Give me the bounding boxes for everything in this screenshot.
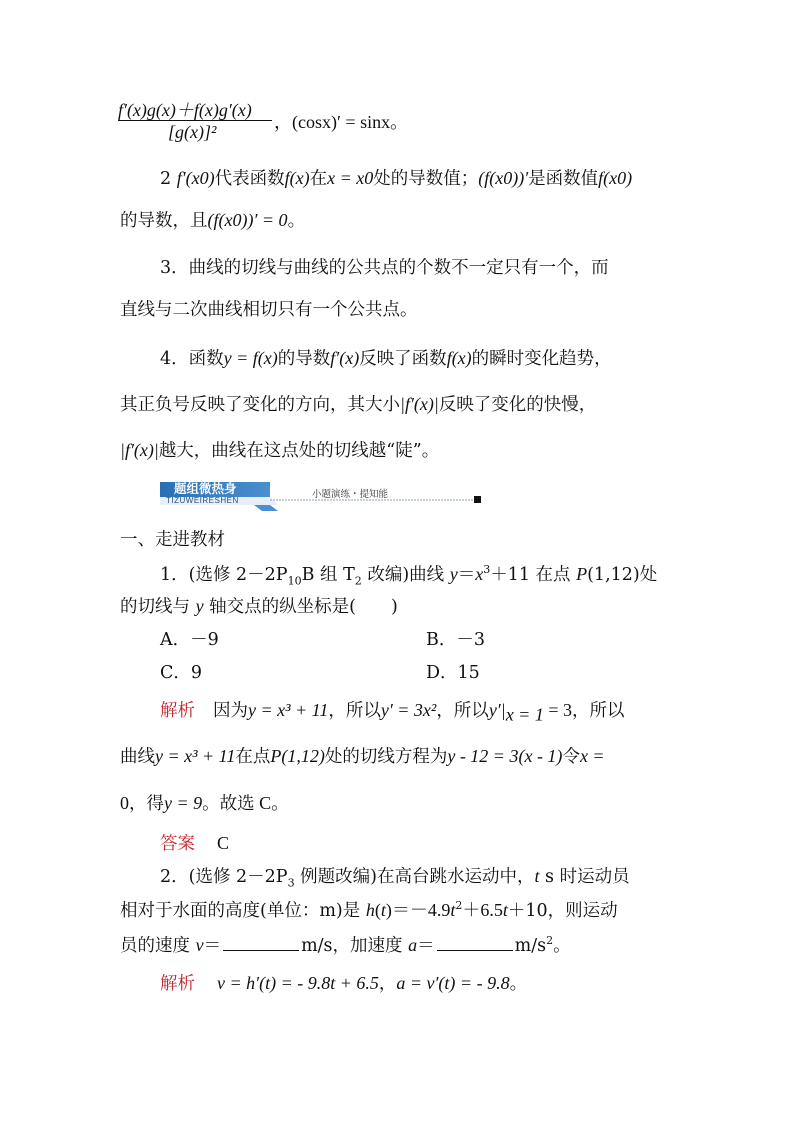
note-4-line-3: |f′(x)|越大，曲线在这点处的切线越“陡”。 (120, 440, 440, 461)
q1-answer-line: 答案 C (160, 833, 230, 854)
note-3-line-1: 3．曲线的切线与曲线的公共点的个数不一定只有一个，而 (160, 258, 609, 278)
banner-title: 题组微热身 (174, 481, 237, 496)
velocity-blank (223, 932, 299, 951)
q1-solution-line-2: 曲线y = x³ + 11在点P(1,12)处的切线方程为y - 12 = 3(x - 1)令x = (120, 746, 605, 767)
note-4-line-1: 4．函数y = f(x)的导数f′(x)反映了函数f(x)的瞬时变化趋势， (160, 348, 612, 369)
q1-option-d: D．15 (426, 663, 480, 683)
q1-jiexi-label: 解析 (160, 701, 195, 721)
q1-daan-label: 答案 (160, 834, 195, 854)
fraction-denominator: [g(x)]² (168, 122, 217, 142)
q2-stem-line-2: 相对于水面的高度(单位：m)是 $h(t)=-4.9t^2+6.5t+10$，则运动 (120, 899, 618, 921)
q1-option-c: C．9 (160, 663, 203, 683)
note-3-line-2: 直线与二次曲线相切只有一个公共点。 (120, 300, 418, 320)
q1-solution-line-3: 0，得y = 9。故选 C。 (120, 793, 290, 814)
banner-tab (254, 505, 278, 511)
acceleration-blank (437, 932, 513, 951)
section-heading: 一、走进教材 (120, 530, 225, 550)
q1-stem-line-1: 1．(选修 $2-2P_{10}B$ 组 $T_2$ 改编)曲线 $y=x^3+11$ 在点 P(1,12)处 (160, 563, 658, 588)
fraction-bar (118, 120, 272, 121)
fraction-numerator: f′(x)g(x)＋f(x)g′(x) (118, 100, 252, 120)
note-2-line-2: 的导数，且(f(x0))′ = 0。 (120, 210, 306, 231)
q2-stem-line-3: 员的速度 v＝ m/s，加速度 $a= m/s^2$。 (120, 932, 571, 958)
note-4-line-2: 其正负号反映了变化的方向，其大小|f′(x)|反映了变化的快慢， (120, 394, 597, 415)
q2-stem-line-1: 2．(选修 $2-2P_3$ 例题改编)在高台跳水运动中，t s 时运动员 (160, 866, 630, 890)
banner-end-square (474, 496, 481, 503)
section-banner (160, 478, 482, 512)
q2-jiexi-label: 解析 (160, 974, 195, 994)
q1-stem-line-2: 的切线与 y 轴交点的纵坐标是( ) (120, 596, 398, 617)
q1-solution-line-1: 解析 因为y = x³ + 11，所以y′ = 3x²，所以$y'|_{x = 1} = 3$，所以 (160, 700, 625, 725)
cos-derivative-rule: ，(cosx)′ = sinx。 (274, 112, 409, 132)
q1-option-a: A．－9 (160, 630, 219, 650)
q2-solution-line-1: 解析 v = h′(t) = - 9.8t + 6.5，a = v′(t) = - 9.8。 (160, 973, 528, 994)
banner-subtitle: 小题演练・提知能 (312, 489, 389, 500)
q1-option-b: B．－3 (426, 630, 485, 650)
note-2-line-1: 2 f′(x0)代表函数f(x)在x = x0处的导数值；(f(x0))′是函数值f(x0) (160, 168, 633, 189)
banner-pinyin: TIZUWEIRESHEN (166, 496, 239, 505)
